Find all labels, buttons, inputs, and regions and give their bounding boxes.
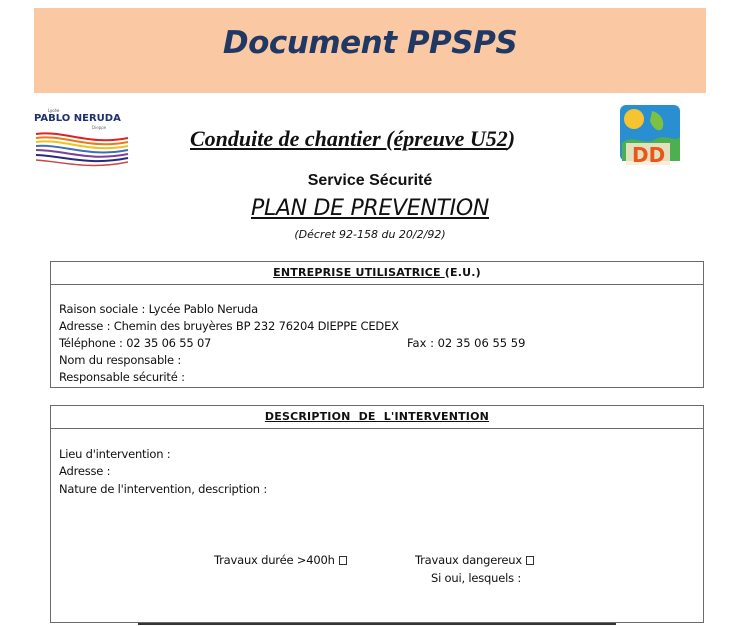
logo-brand: PABLO NERUDA xyxy=(34,113,121,124)
decret-reference: (Décret 92-158 du 20/2/92) xyxy=(294,228,446,241)
eu-responsable: Nom du responsable : xyxy=(59,353,182,367)
course-title-paren: ) xyxy=(507,126,516,151)
eu-section xyxy=(50,261,704,388)
dd-logo xyxy=(616,103,686,169)
eu-responsable-securite: Responsable sécurité : xyxy=(59,370,185,384)
course-title-text: Conduite de chantier (épreuve U52 xyxy=(190,126,508,151)
eu-heading-rest: (E.U.) xyxy=(444,266,481,279)
eu-adresse: Adresse : Chemin des bruyères BP 232 76204 DIEPPE CEDEX xyxy=(59,319,399,333)
raison-sociale: Raison sociale : Lycée Pablo Neruda xyxy=(59,302,258,316)
dd-text: DD xyxy=(632,143,666,167)
eu-telephone: Téléphone : 02 35 06 55 07 xyxy=(59,336,212,350)
travaux-duree-row xyxy=(214,553,347,567)
section-divider xyxy=(51,428,703,429)
travaux-duree-label: Travaux durée >400h xyxy=(214,553,335,567)
travaux-dangereux-row xyxy=(415,553,534,567)
document-title: Document PPSPS xyxy=(222,25,518,61)
logo-city: Dieppe xyxy=(92,125,107,130)
logo-waves-icon xyxy=(34,128,130,172)
intervention-adresse: Adresse : xyxy=(59,464,111,478)
school-logo xyxy=(34,108,130,172)
eu-heading-main: ENTREPRISE UTILISATRICE xyxy=(273,266,445,279)
intervention-section xyxy=(50,405,704,623)
travaux-dangereux-label: Travaux dangereux xyxy=(415,553,522,567)
eu-fax: Fax : 02 35 06 55 59 xyxy=(407,336,526,350)
intervention-heading-text: DESCRIPTION DE L'INTERVENTION xyxy=(264,410,490,423)
course-title xyxy=(190,126,515,152)
title-banner xyxy=(34,8,706,93)
plan-title: PLAN DE PREVENTION xyxy=(250,196,490,221)
nature-intervention: Nature de l'intervention, description : xyxy=(59,482,268,496)
travaux-dangereux-checkbox[interactable] xyxy=(526,556,534,565)
service-heading: Service Sécurité xyxy=(307,172,433,189)
lieu-intervention: Lieu d'intervention : xyxy=(59,447,171,461)
logo-caption: Lycée xyxy=(48,108,60,113)
eu-section-heading xyxy=(51,266,703,279)
page-bottom-rule xyxy=(138,623,616,625)
section-divider xyxy=(51,284,703,285)
si-oui-lesquels: Si oui, lesquels : xyxy=(431,571,522,585)
intervention-heading xyxy=(51,410,703,423)
travaux-duree-checkbox[interactable] xyxy=(339,556,347,565)
